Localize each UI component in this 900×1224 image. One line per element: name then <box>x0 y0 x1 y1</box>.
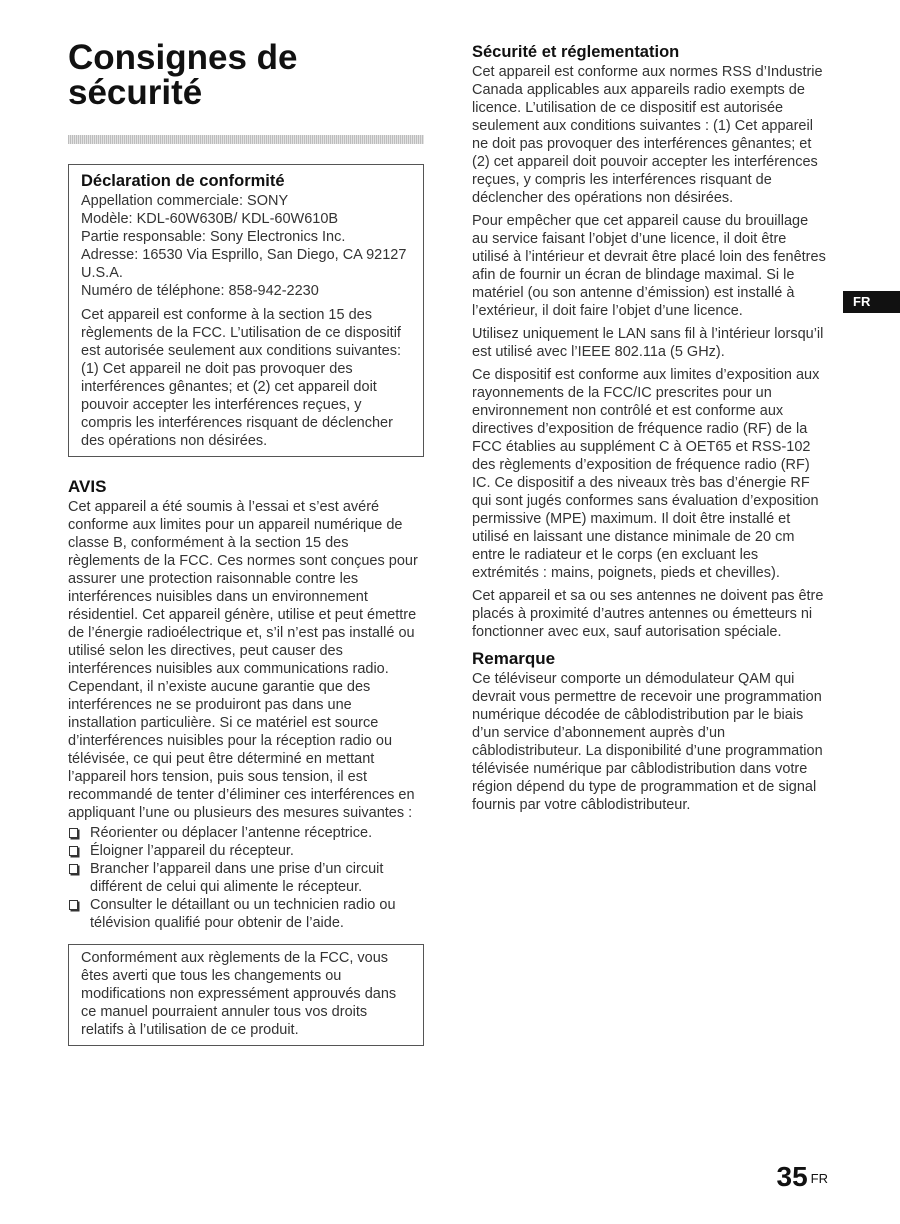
list-item-text: Réorienter ou déplacer l’antenne réceptrice. <box>90 825 373 841</box>
page-title-line1: Consignes de <box>68 38 298 77</box>
fcc-notice-box <box>68 944 424 1046</box>
remarque-body: Ce téléviseur comporte un démodulateur QAM qui devrait vous permettre de recevoir une programmation numérique décodée de câblodistribution par le biais d’un service d’abonnement auprès d’un câblodistributeur. La disponibilité d’une programmation télévisée numérique par câblodistribution dans votre région dépend du type de programmation et de signal fournis par votre câblodistributeur. <box>472 671 823 813</box>
fcc-notice-text: Conformément aux règlements de la FCC, vous êtes averti que tous les changements ou modifications non expressément approuvés dans ce manuel pourraient annuler tous vos droits relatifs à l’utilisation de ce produit. <box>81 950 397 1038</box>
list-item-text: Brancher l’appareil dans une prise d’un circuit différent de celui qui alimente le récepteur. <box>90 861 384 895</box>
checkbox-icon <box>69 846 78 856</box>
list-item <box>68 860 424 896</box>
declaration-responsible-party: Partie responsable: Sony Electronics Inc. <box>81 229 346 245</box>
securite-heading: Sécurité et réglementation <box>472 43 680 61</box>
language-tab: FR <box>843 291 900 313</box>
list-item <box>68 824 424 842</box>
securite-paragraph-5: Cet appareil et sa ou ses antennes ne doivent pas être placés à proximité d’autres antennes ou émetteurs ni fonctionner avec eux, sauf autorisation spéciale. <box>472 588 824 640</box>
checkbox-icon <box>69 900 78 910</box>
page-title-line2: sécurité <box>68 73 203 112</box>
declaration-model: Modèle: KDL-60W630B/ KDL-60W610B <box>81 211 339 227</box>
checkbox-icon <box>69 864 78 874</box>
right-column <box>472 42 827 814</box>
checkbox-icon <box>69 828 78 838</box>
declaration-phone: Numéro de téléphone: 858-942-2230 <box>81 283 319 299</box>
list-item <box>68 896 424 932</box>
page-title <box>68 40 297 110</box>
page-number-value: 35 <box>776 1161 808 1192</box>
declaration-heading: Déclaration de conformité <box>81 172 285 190</box>
list-item-text: Éloigner l’appareil du récepteur. <box>90 843 294 859</box>
left-column <box>68 164 424 1046</box>
page-number-suffix: FR <box>810 1171 828 1186</box>
remarque-heading: Remarque <box>472 649 556 668</box>
declaration-box <box>68 164 424 457</box>
avis-checklist <box>68 824 424 932</box>
declaration-address: Adresse: 16530 Via Esprillo, San Diego, CA 92127 U.S.A. <box>81 247 407 281</box>
page-number <box>777 1162 829 1192</box>
avis-heading: AVIS <box>68 477 107 496</box>
declaration-trade-name: Appellation commerciale: SONY <box>81 193 289 209</box>
declaration-paragraph-2: (1) Cet appareil ne doit pas provoquer des interférences gênantes; et (2) cet appareil doit pouvoir accepter les interférences reçues, y compris les interférences risquant de déclencher des opérations non désirées. <box>81 361 393 449</box>
title-divider <box>68 135 424 144</box>
list-item-text: Consulter le détaillant ou un technicien radio ou télévision qualifié pour obtenir de l’aide. <box>90 897 396 931</box>
securite-paragraph-2: Pour empêcher que cet appareil cause du brouillage au service faisant l’objet d’une licence, il doit être utilisé à l’intérieur et devrait être placé loin des fenêtres afin de fournir un écran de blindage maximal. Si le matériel (ou son antenne d’émission) est installé à l’extérieur, il doit faire l’objet d’une licence. <box>472 213 826 319</box>
securite-paragraph-3: Utilisez uniquement le LAN sans fil à l’intérieur lorsqu’il est utilisé avec l’IEEE 802.11a (5 GHz). <box>472 326 824 360</box>
avis-body: Cet appareil a été soumis à l’essai et s’est avéré conforme aux limites pour un appareil numérique de classe B, conformément à la section 15 des règlements de la FCC. Ces normes sont conçues pour assurer une protection raisonnable contre les interférences nuisibles dans un environnement résidentiel. Cet appareil génère, utilise et peut émettre de l’énergie radioélectrique et, s’il n’est pas installé ou utilisé selon les directives, peut causer des interférences nuisibles aux communications radio. Cependant, il n’existe aucune garantie que des interférences ne se produiront pas dans une installation particulière. Si ce matériel est source d’interférences nuisibles pour la réception radio ou télévisée, ce qui peut être déterminé en mettant l’appareil hors tension, puis sous tension, il est recommandé de tenter d’éliminer ces interférences en appliquant l’une ou plusieurs des mesures suivantes : <box>68 499 418 821</box>
securite-paragraph-4: Ce dispositif est conforme aux limites d’exposition aux rayonnements de la FCC/IC prescrites pour un environnement non contrôlé et est conforme aux directives d’exposition de fréquence radio (RF) de la FCC établies au supplément C à OET65 et RSS-102 des règlements d’exposition de fréquence radio (RF) IC. Ce dispositif a des niveaux très bas d’énergie RF qui sont jugés conformes sans évaluation d’exposition permissive (MPE) maximum. Il doit être installé et utilisé en laissant une distance minimale de 20 cm entre le radiateur et le corps (en excluant les extrémités : mains, poignets, pieds et chevilles). <box>472 367 820 581</box>
list-item <box>68 842 424 860</box>
securite-paragraph-1: Cet appareil est conforme aux normes RSS d’Industrie Canada applicables aux appareils radio exempts de licence. L’utilisation de ce dispositif est autorisée seulement aux conditions suivantes : (1) Cet appareil ne doit pas provoquer des interférences gênantes; et (2) cet appareil doit pouvoir accepter les interférences reçues, y compris les interférences risquant de déclencher des opérations non désirées. <box>472 64 823 206</box>
declaration-paragraph-1: Cet appareil est conforme à la section 15 des règlements de la FCC. L’utilisation de ce dispositif est autorisée seulement aux conditions suivantes: <box>81 307 401 359</box>
